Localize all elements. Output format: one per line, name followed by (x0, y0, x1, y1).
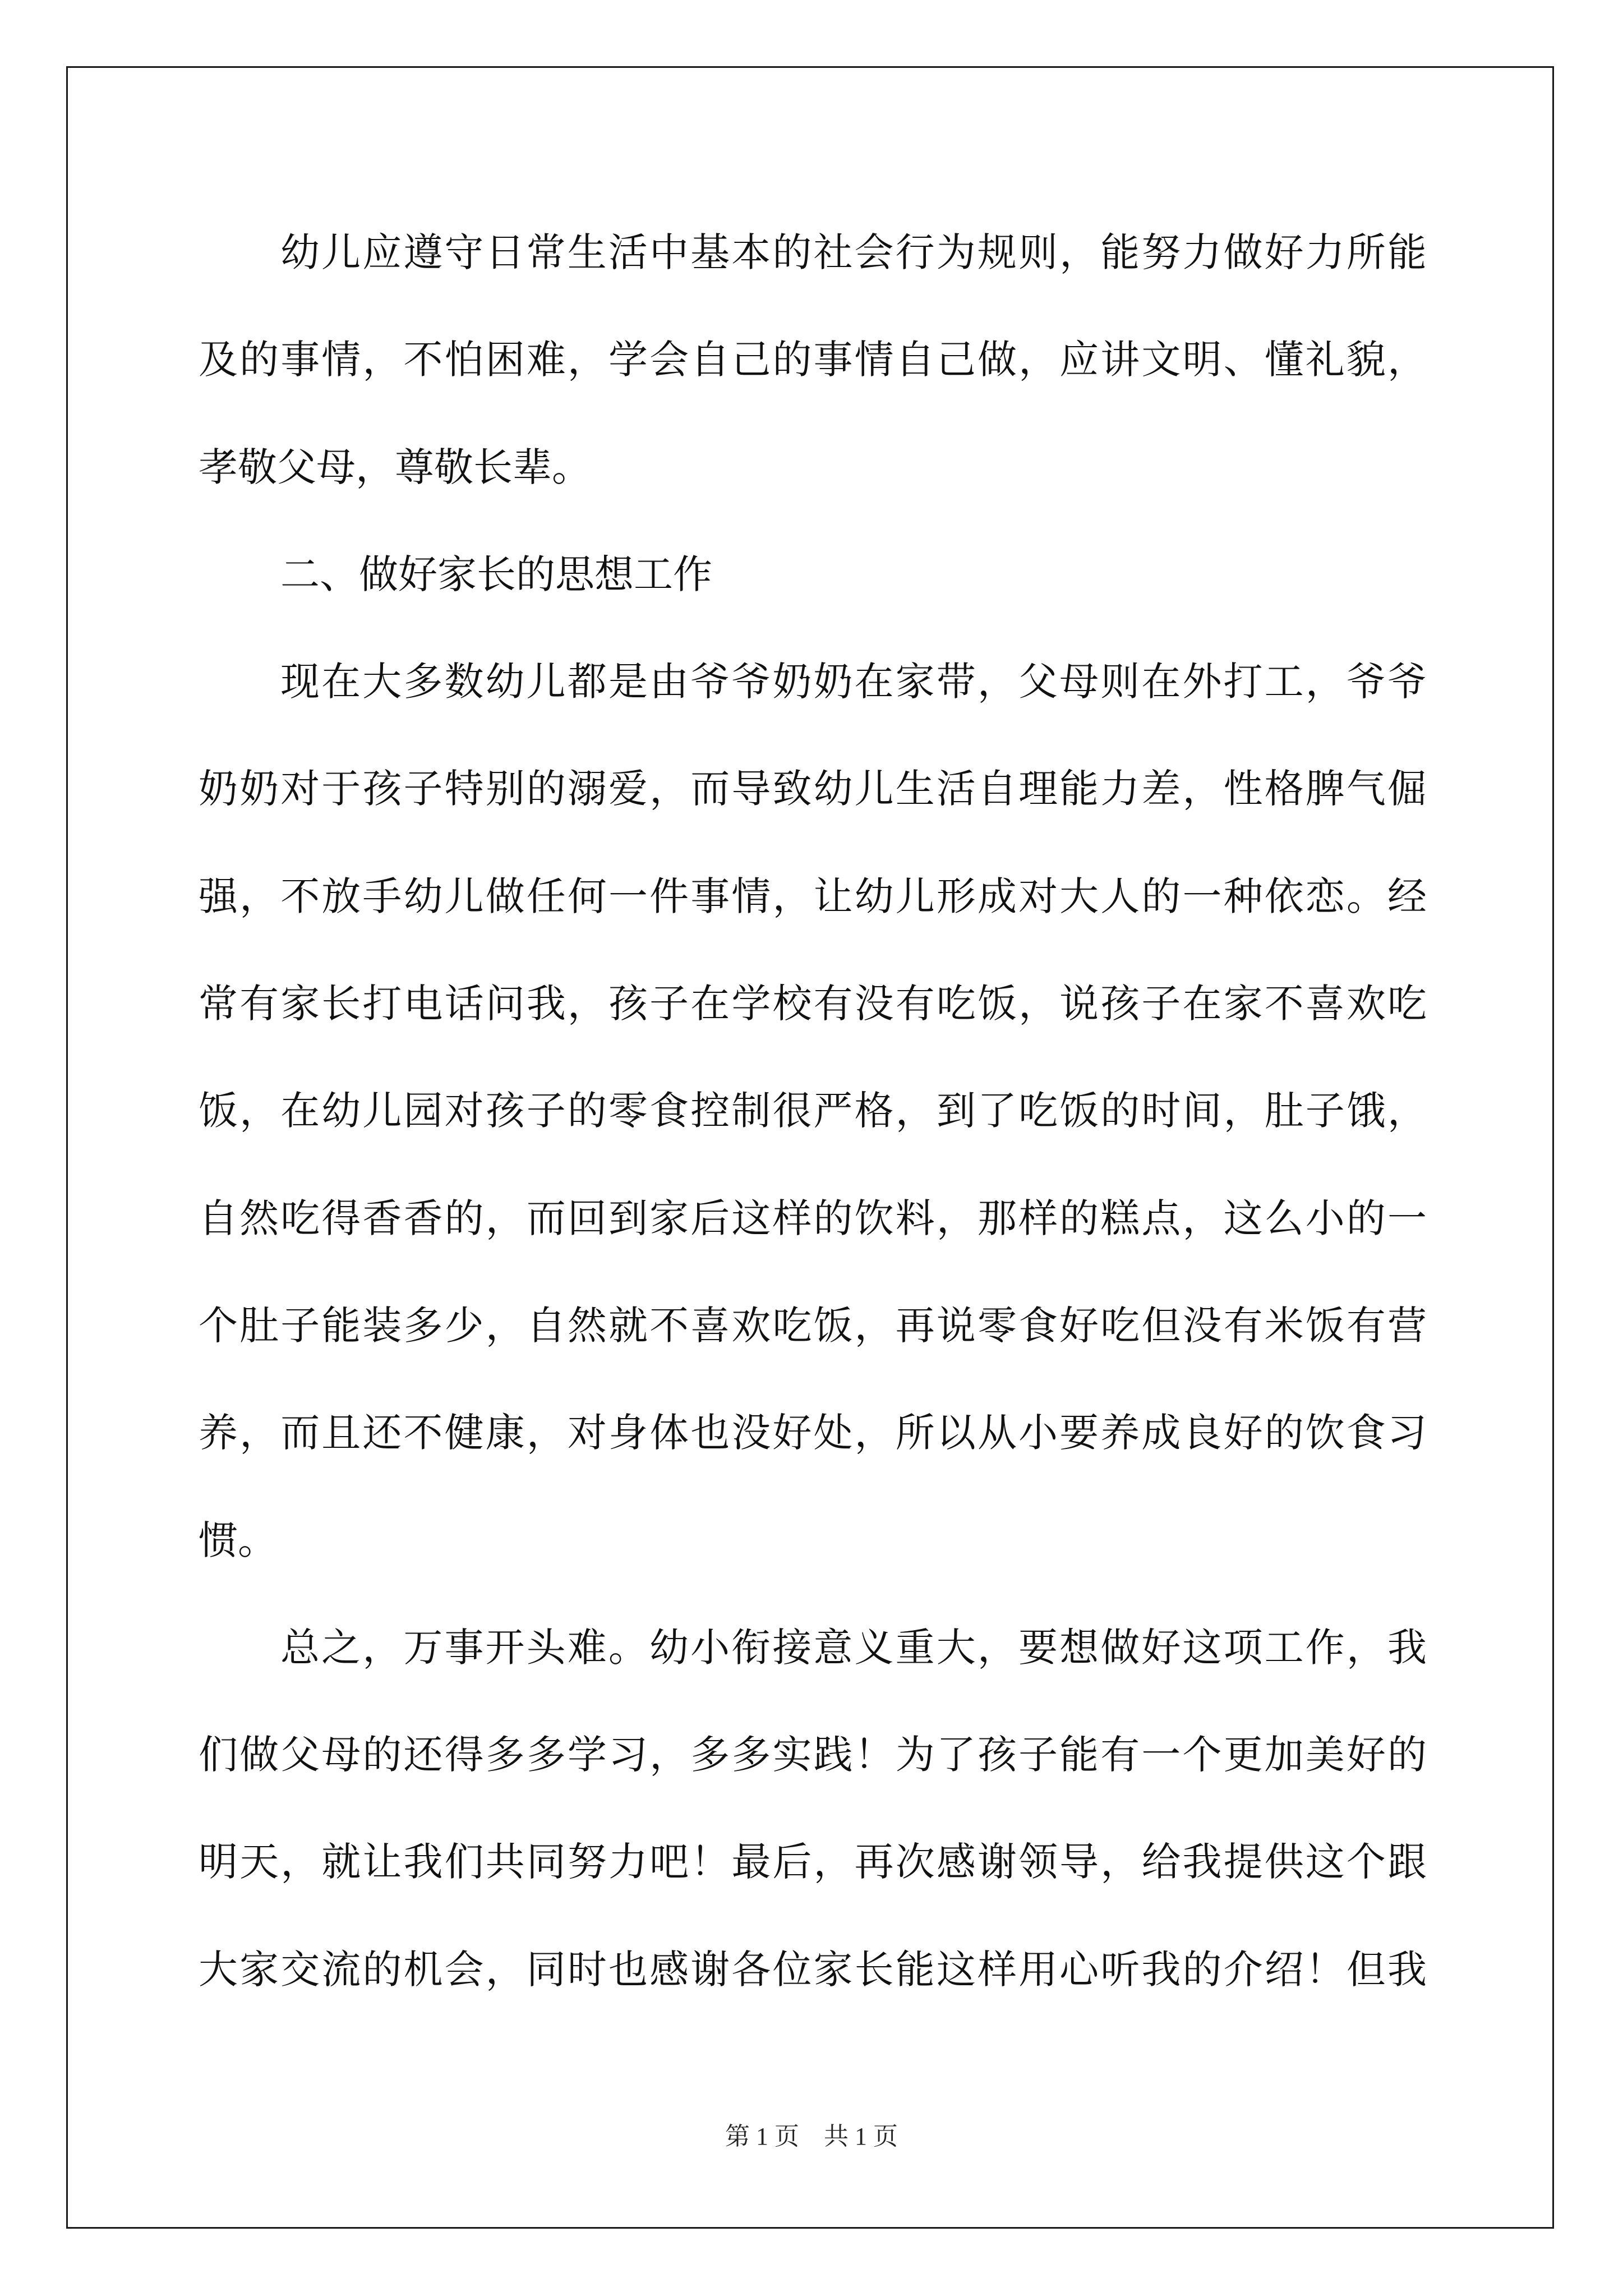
text-line: 大家交流的机会，同时也感谢各位家长能这样用心听我的介绍！但我 (199, 1946, 1427, 1993)
text-line: 自然吃得香香的，而回到家后这样的饮料，那样的糕点，这么小的一 (199, 1195, 1427, 1241)
text-line: 常有家长打电话问我，孩子在学校有没有吃饭，说孩子在家不喜欢吃 (199, 981, 1427, 1027)
text-line: 孝敬父母，尊敬长辈。 (199, 444, 591, 490)
text-line: 奶奶对于孩子特别的溺爱，而导致幼儿生活自理能力差，性格脾气倔 (199, 766, 1427, 812)
text-line: 及的事情，不怕困难，学会自己的事情自己做，应讲文明、懂礼貌， (199, 337, 1427, 383)
text-line: 养，而且还不健康，对身体也没好处，所以从小要养成良好的饮食习 (199, 1410, 1427, 1456)
text-line: 饭，在幼儿园对孩子的零食控制很严格，到了吃饭的时间，肚子饿， (199, 1088, 1427, 1134)
text-line: 强，不放手幼儿做任何一件事情，让幼儿形成对大人的一种依恋。经 (199, 873, 1427, 919)
text-line: 们做父母的还得多多学习，多多实践！为了孩子能有一个更加美好的 (199, 1732, 1427, 1778)
text-line: 惯。 (199, 1517, 277, 1563)
document-body (199, 222, 1427, 2046)
text-line: 明天，就让我们共同努力吧！最后，再次感谢领导，给我提供这个跟 (199, 1839, 1427, 1885)
section-heading: 二、做好家长的思想工作 (280, 551, 712, 597)
text-line: 现在大多数幼儿都是由爷爷奶奶在家带，父母则在外打工，爷爷 (280, 659, 1427, 705)
text-line: 个肚子能装多少，自然就不喜欢吃饭，再说零食好吃但没有米饭有营 (199, 1302, 1427, 1349)
text-line: 幼儿应遵守日常生活中基本的社会行为规则，能努力做好力所能 (280, 229, 1427, 275)
page-number-footer: 第 1 页 共 1 页 (725, 2123, 898, 2150)
text-line: 总之，万事开头难。幼小衔接意义重大，要想做好这项工作，我 (280, 1624, 1427, 1671)
